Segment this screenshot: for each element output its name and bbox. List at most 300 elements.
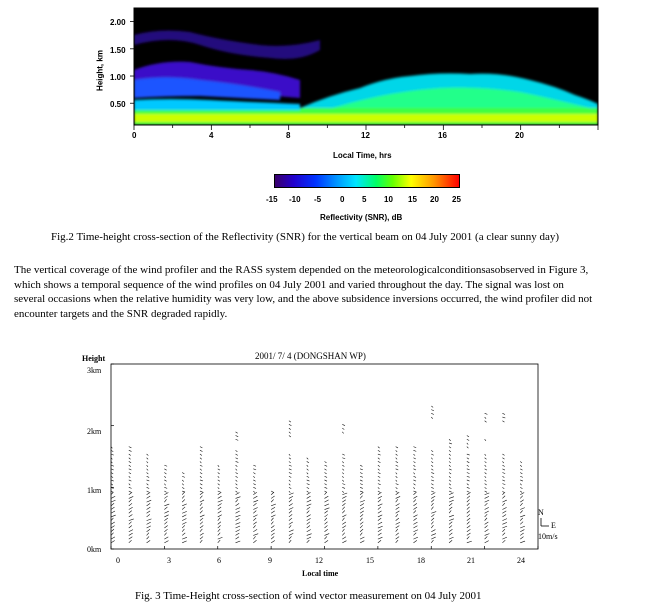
wind-vector <box>413 518 416 521</box>
wind-vector <box>467 454 470 455</box>
fig3-x-tick-21: 21 <box>467 556 475 565</box>
wind-vector <box>307 461 309 462</box>
wind-vector <box>289 536 292 539</box>
wind-vector <box>467 473 470 474</box>
wind-vector <box>236 458 238 459</box>
wind-vector <box>200 522 203 525</box>
wind-vector <box>325 487 328 488</box>
wind-vector <box>431 503 433 506</box>
wind-vector <box>449 507 452 510</box>
wind-vector <box>307 476 309 477</box>
wind-vector <box>147 540 151 542</box>
wind-vector <box>360 480 362 481</box>
wind-vector <box>502 500 506 502</box>
wind-vector <box>200 529 202 532</box>
wind-vector <box>200 526 203 529</box>
wind-vector <box>342 496 346 498</box>
wind-vector <box>485 480 487 482</box>
wind-vector <box>378 480 380 481</box>
wind-vector <box>307 530 311 532</box>
wind-vector <box>449 500 454 502</box>
colorbar-tick-neg5: -5 <box>314 195 322 204</box>
wind-vector <box>502 480 505 481</box>
wind-vector <box>111 515 116 517</box>
wind-vector <box>467 443 468 445</box>
wind-vector <box>449 537 454 539</box>
wind-vector <box>342 503 345 506</box>
wind-vector <box>431 461 433 462</box>
wind-vector <box>485 541 489 543</box>
wind-vector <box>342 529 344 532</box>
fig2-x-tick-12: 12 <box>361 131 370 140</box>
wind-vector <box>431 413 434 414</box>
wind-vector <box>236 487 238 488</box>
wind-vector <box>147 484 149 486</box>
wind-vector <box>431 473 434 474</box>
wind-vector <box>289 428 291 429</box>
wind-vector <box>485 493 490 495</box>
colorbar-tick-25: 25 <box>452 195 461 204</box>
wind-vector <box>449 515 454 517</box>
wind-vector <box>164 507 167 510</box>
wind-vector <box>164 518 167 520</box>
wind-vector <box>520 465 522 467</box>
wind-vector <box>431 469 433 470</box>
wind-vector <box>413 492 416 495</box>
wind-vector <box>342 480 344 482</box>
wind-vector <box>200 447 202 448</box>
wind-vector <box>467 514 470 517</box>
wind-vector <box>360 473 362 474</box>
wind-vector <box>289 491 290 493</box>
wind-vector <box>164 487 167 488</box>
wind-vector <box>520 541 525 543</box>
wind-vector <box>467 496 470 499</box>
wind-vector <box>182 537 187 539</box>
wind-vector <box>182 499 185 502</box>
wind-vector <box>147 465 148 467</box>
colorbar <box>274 174 460 188</box>
wind-vector <box>502 487 504 488</box>
wind-vector <box>342 461 343 463</box>
wind-vector <box>378 496 382 498</box>
wind-vector <box>502 454 504 455</box>
wind-vector <box>218 496 222 498</box>
wind-vector <box>236 491 238 492</box>
fig3-x-tick-6: 6 <box>217 556 221 565</box>
wind-vector <box>307 537 311 539</box>
wind-vector <box>431 417 432 419</box>
wind-vector <box>467 469 470 470</box>
wind-vector <box>520 508 525 510</box>
wind-vector <box>449 529 452 531</box>
wind-vector <box>396 518 399 521</box>
wind-vector <box>164 465 167 466</box>
wind-vector <box>396 465 398 466</box>
wind-vector <box>129 447 132 448</box>
wind-vector <box>253 473 255 474</box>
wind-vector <box>182 492 184 495</box>
wind-vector <box>378 454 381 455</box>
wind-vector <box>253 465 256 466</box>
wind-vector <box>520 518 523 521</box>
wind-vector <box>218 515 222 517</box>
wind-vector <box>325 522 328 525</box>
wind-vector <box>164 469 166 470</box>
wind-vector <box>289 432 291 434</box>
wind-vector <box>413 458 415 459</box>
wind-vector <box>129 484 130 486</box>
wind-vector <box>289 487 291 488</box>
wind-vector <box>413 473 414 475</box>
wind-vector <box>467 518 470 520</box>
wind-vector <box>396 480 397 482</box>
wind-vector <box>289 511 292 514</box>
wind-vector <box>449 439 451 441</box>
wind-vector <box>236 518 240 520</box>
wind-vector <box>236 480 238 482</box>
wind-vector <box>396 507 400 509</box>
wind-vector <box>271 526 274 529</box>
wind-vector <box>378 504 382 506</box>
compass-legend <box>541 518 549 526</box>
wind-vector <box>200 454 202 455</box>
wind-vector <box>200 461 201 463</box>
fig3-y-axis-label: Height <box>82 354 106 363</box>
wind-vector <box>236 511 240 513</box>
wind-vector <box>111 496 115 498</box>
fig3-y-tick-1km: 1km <box>87 486 102 495</box>
wind-vector <box>271 540 275 542</box>
fig2-x-tick-16: 16 <box>438 131 447 140</box>
colorbar-tick-neg15: -15 <box>266 195 278 204</box>
wind-vector <box>342 518 344 521</box>
colorbar-label: Reflectivity (SNR), dB <box>320 213 403 222</box>
wind-vector <box>218 491 221 492</box>
wind-vector <box>271 491 273 492</box>
wind-vector <box>378 511 382 513</box>
wind-vector <box>431 476 433 477</box>
wind-vector <box>520 522 523 525</box>
wind-vector <box>449 519 454 521</box>
wind-vector <box>164 476 166 478</box>
wind-profile <box>520 461 525 542</box>
wind-vector <box>325 504 330 506</box>
wind-profile <box>289 421 294 543</box>
wind-vector <box>378 484 381 485</box>
wind-vector <box>218 504 222 506</box>
wind-vector <box>449 487 451 488</box>
wind-vector <box>129 507 133 509</box>
wind-vector <box>325 536 327 539</box>
wind-vector <box>200 540 202 543</box>
wind-vector <box>200 491 203 492</box>
wind-vector <box>147 514 150 517</box>
wind-vector <box>271 529 275 531</box>
wind-vector <box>449 461 451 463</box>
wind-vector <box>147 507 151 509</box>
wind-vector <box>253 515 257 517</box>
wind-vector <box>467 526 470 528</box>
wind-vector <box>200 500 204 502</box>
wind-vector <box>111 503 114 506</box>
wind-chart-frame <box>111 364 538 549</box>
wind-vector <box>182 507 185 510</box>
wind-vector <box>431 537 435 539</box>
wind-vector <box>431 534 436 536</box>
wind-vector <box>182 504 187 506</box>
wind-vector <box>182 522 186 524</box>
wind-vector <box>431 522 433 525</box>
wind-profile <box>378 447 383 543</box>
wind-vector <box>449 493 453 495</box>
wind-vector <box>289 503 293 505</box>
wind-vector <box>396 492 400 494</box>
legend-scale-label: 10m/s <box>538 532 558 541</box>
wind-vector <box>253 480 255 481</box>
wind-vector <box>342 537 346 539</box>
wind-vector <box>467 461 469 462</box>
wind-vector <box>342 473 344 475</box>
wind-vector <box>396 473 397 475</box>
wind-vector <box>378 458 380 460</box>
wind-vector <box>147 492 151 494</box>
wind-vector <box>129 469 132 470</box>
wind-vector <box>147 454 149 456</box>
wind-vector <box>431 512 436 514</box>
wind-vector <box>396 491 398 492</box>
wind-vector <box>236 499 238 502</box>
wind-vector <box>164 537 168 539</box>
wind-vector <box>485 484 487 485</box>
wind-vector <box>271 496 274 498</box>
wind-vector <box>253 507 257 509</box>
wind-vector <box>182 541 186 543</box>
wind-vector <box>520 503 522 506</box>
wind-vector <box>413 530 418 532</box>
wind-vector <box>502 413 505 414</box>
wind-vector <box>147 469 149 471</box>
wind-profile <box>342 424 347 542</box>
wind-vector <box>360 504 364 506</box>
wind-vector <box>502 461 503 463</box>
fig3-x-tick-24: 24 <box>517 556 525 565</box>
fig3-x-tick-18: 18 <box>417 556 425 565</box>
wind-vector <box>378 533 382 535</box>
wind-vector <box>111 507 114 509</box>
wind-vector <box>289 461 291 463</box>
wind-vector <box>360 492 363 495</box>
wind-vector <box>147 458 149 460</box>
wind-vector <box>289 421 291 422</box>
wind-vector <box>218 484 220 485</box>
wind-vector <box>307 487 309 488</box>
paragraph-line-2: which shows a temporal sequence of the wind profiles on 04 July 2001 and varied throughout the day. The signal was lost on <box>14 278 564 291</box>
wind-vector <box>485 491 487 492</box>
wind-vector <box>502 496 505 499</box>
wind-vector <box>236 439 239 440</box>
wind-vector <box>164 484 165 486</box>
wind-vector <box>378 487 380 489</box>
wind-vector <box>396 511 400 513</box>
wind-vector <box>485 421 487 422</box>
wind-vector <box>271 492 274 495</box>
wind-vector <box>449 510 451 513</box>
wind-vector <box>431 491 434 492</box>
wind-vector <box>413 522 417 524</box>
wind-vector <box>467 458 469 459</box>
wind-vector <box>129 480 132 481</box>
wind-profile <box>449 439 454 543</box>
wind-vector <box>413 465 415 467</box>
wind-vector <box>325 496 329 498</box>
wind-vector <box>164 496 167 498</box>
wind-vector <box>342 533 344 536</box>
wind-profile <box>200 447 204 543</box>
wind-vector <box>129 511 132 514</box>
wind-vector <box>502 465 504 466</box>
wind-vector <box>218 522 221 525</box>
wind-vector <box>502 522 507 524</box>
wind-vector <box>164 529 167 532</box>
wind-vector <box>449 522 452 525</box>
wind-vector <box>200 503 202 506</box>
wind-vector <box>360 518 362 521</box>
wind-vector <box>485 534 490 536</box>
wind-vector <box>485 514 488 517</box>
wind-vector <box>218 492 222 494</box>
wind-vector <box>129 515 133 517</box>
wind-vector <box>360 491 363 492</box>
wind-vector <box>271 504 276 506</box>
wind-vector <box>449 497 454 499</box>
figure-3 <box>0 340 656 609</box>
wind-vector <box>111 511 115 513</box>
wind-vector <box>467 439 469 440</box>
wind-vector <box>520 476 523 477</box>
wind-vector <box>342 469 344 471</box>
wind-vector <box>449 458 451 460</box>
wind-vector <box>520 496 523 499</box>
wind-vector <box>413 484 415 485</box>
wind-vector <box>147 519 152 521</box>
wind-vector <box>325 473 327 474</box>
wind-vector <box>129 530 133 532</box>
wind-profile <box>360 465 365 543</box>
wind-vector <box>182 480 184 482</box>
wind-vector <box>253 518 256 521</box>
wind-vector <box>396 526 400 528</box>
wind-vector <box>467 465 469 466</box>
wind-vector <box>396 504 400 506</box>
wind-vector <box>485 461 487 463</box>
wind-vector <box>164 499 166 502</box>
wind-vector <box>236 484 238 486</box>
fig3-y-tick-0km: 0km <box>87 545 102 554</box>
wind-vector <box>378 473 381 474</box>
wind-vector <box>325 529 328 532</box>
wind-profile <box>307 458 312 543</box>
wind-vector <box>147 496 151 498</box>
wind-vector <box>289 476 291 477</box>
wind-vector <box>342 493 347 495</box>
fig2-x-axis-label: Local Time, hrs <box>333 151 392 160</box>
wind-vector <box>325 534 330 536</box>
wind-vector <box>325 480 327 481</box>
wind-vector <box>218 476 219 478</box>
wind-vector <box>236 473 238 474</box>
wind-vector <box>467 511 470 514</box>
wind-vector <box>111 526 115 528</box>
wind-vector <box>360 529 363 532</box>
wind-vector <box>129 465 131 466</box>
wind-vector <box>502 473 505 474</box>
wind-vector <box>200 480 203 481</box>
wind-vector <box>253 469 256 470</box>
wind-vector <box>485 518 487 521</box>
wind-vector <box>502 526 507 528</box>
wind-vector <box>129 454 131 455</box>
wind-vector <box>325 525 328 528</box>
wind-vector <box>289 540 291 543</box>
wind-vector <box>147 503 151 505</box>
wind-vector <box>289 480 291 482</box>
wind-vector <box>253 476 254 478</box>
wind-vector <box>449 476 451 478</box>
wind-vector <box>449 491 452 492</box>
wind-vector <box>218 533 220 536</box>
wind-vector <box>236 436 239 437</box>
wind-vector <box>236 465 238 467</box>
wind-vector <box>378 461 381 462</box>
wind-vector <box>289 496 293 498</box>
wind-vector <box>431 410 434 411</box>
wind-vector <box>502 469 504 470</box>
wind-vector <box>111 500 115 502</box>
wind-vector <box>289 525 291 528</box>
wind-vector <box>200 537 203 540</box>
wind-vector <box>431 465 433 466</box>
wind-vector <box>253 492 256 494</box>
wind-vector <box>129 496 133 498</box>
wind-vector <box>307 522 310 525</box>
wind-vector <box>485 469 487 470</box>
wind-vector <box>342 500 346 502</box>
wind-vector <box>200 469 202 471</box>
fig2-y-tick-0-50: 0.50 <box>110 100 126 109</box>
wind-vector <box>129 487 132 488</box>
wind-vector <box>378 500 381 503</box>
wind-vector <box>164 522 167 525</box>
wind-vector <box>485 525 488 528</box>
wind-profile <box>253 465 258 543</box>
wind-vector <box>520 480 523 481</box>
wind-vector <box>289 436 291 437</box>
wind-vector <box>182 519 186 521</box>
wind-vector <box>396 458 397 460</box>
wind-vector <box>449 533 452 536</box>
wind-vector <box>413 487 414 489</box>
fig2-x-tick-20: 20 <box>515 131 524 140</box>
wind-vector <box>342 458 345 459</box>
wind-vector <box>236 492 240 494</box>
wind-vector <box>502 491 504 493</box>
wind-vector <box>378 469 380 471</box>
wind-vector <box>413 447 416 448</box>
wind-vector <box>467 476 470 477</box>
wind-vector <box>467 487 470 488</box>
wind-vector <box>307 492 311 494</box>
